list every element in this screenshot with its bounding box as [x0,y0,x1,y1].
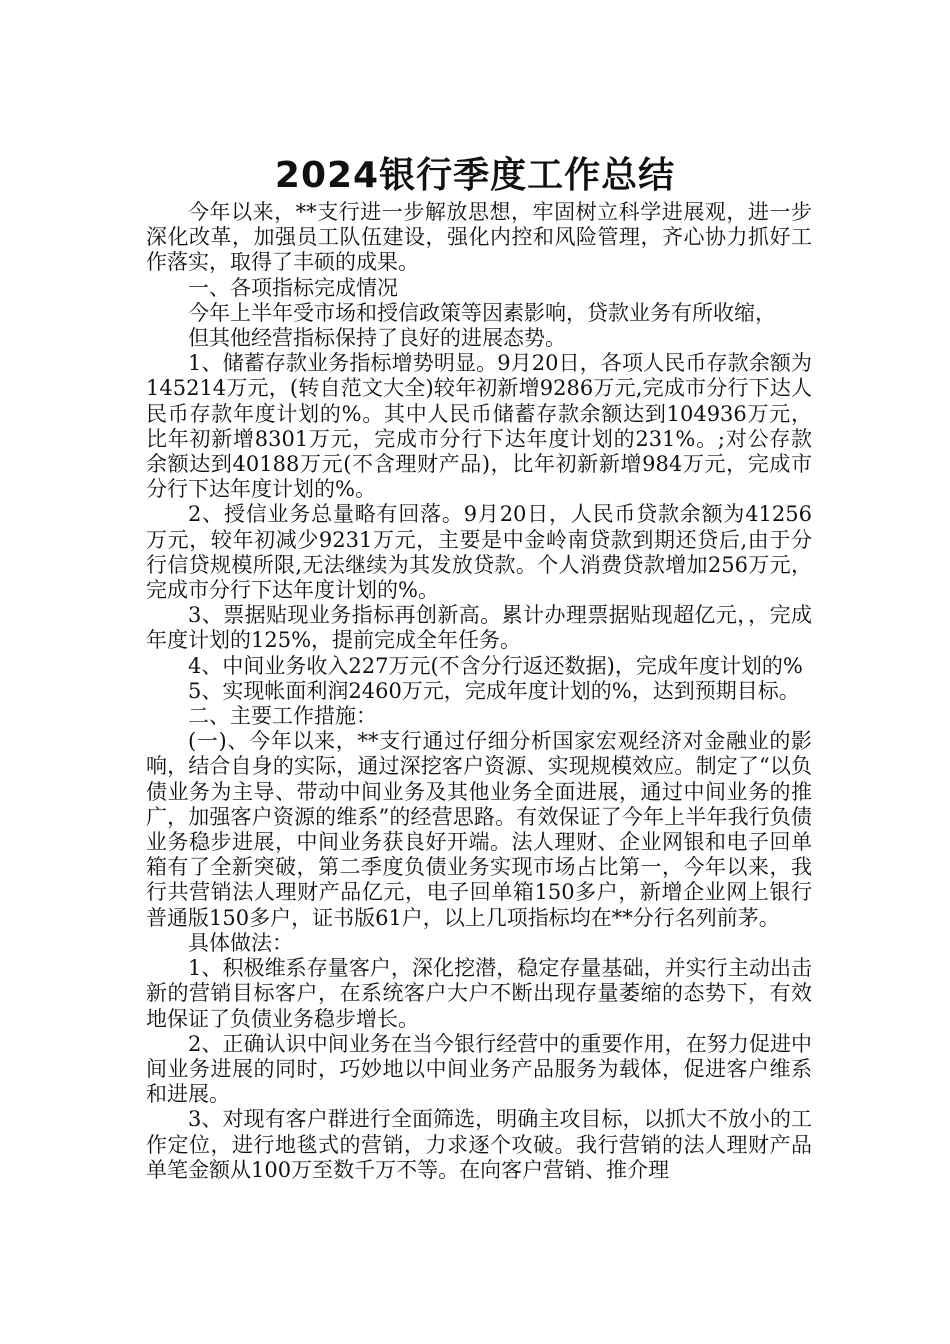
paragraph-market-line-1: 今年上半年受市场和授信政策等因素影响，贷款业务有所收缩， [188,300,776,325]
paragraph-intermediate-income: 4、中间业务收入227万元(不含分行返还数据)，完成年度计划的% [188,653,803,678]
paragraph-specific-practices: 具体做法： [188,930,293,955]
paragraph-credit-business: 2、授信业务总量略有回落。9月20日，人民币贷款余额为41256万元，较年初减少9231万元，主要是中金岭南贷款到期还贷后,由于分行信贷规模所限,无法继续为其发放贷款。个人消费贷款增加256万元，完成市分行下达年度计划的%。 [146,502,812,603]
paragraph-practice-3: 3、对现有客户群进行全面筛选，明确主攻目标，以抓大不放小的工作定位，进行地毯式的营销，力求逐个攻破。我行营销的法人理财产品单笔金额从100万至数千万不等。在向客户营销、推介理 [146,1107,812,1182]
paragraph-bill-discount: 3、票据贴现业务指标再创新高。累计办理票据贴现超亿元，，完成年度计划的125%，提前完成全年任务。 [146,603,812,653]
paragraph-market-line-2: 但其他经营指标保持了良好的进展态势。 [188,326,566,351]
paragraph-savings-deposits: 1、储蓄存款业务指标增势明显。9月20日，各项人民币存款余额为145214万元，(转自范文大全)较年初新增9286万元,完成市分行下达人民币存款年度计划的%。其中人民币储蓄存款余额达到104936万元，比年初新增8301万元，完成市分行下达年度计划的231%。;对公存款余额达到40188万元(不含理财产品)，比年初新新增984万元，完成市分行下达年度计划的%。 [146,351,812,502]
paragraph-profit: 5、实现帐面利润2460万元，完成年度计划的%，达到预期目标。 [188,678,800,703]
document-title: 2024银行季度工作总结 [274,155,676,197]
section-heading-measures: 二、主要工作措施： [188,704,377,729]
document-body [146,200,812,1183]
paragraph-measures-overview: (一)、今年以来，**支行通过仔细分析国家宏观经济对金融业的影响，结合自身的实际，通过深挖客户资源、实现规模效应。制定了“以负债业务为主导、带动中间业务及其他业务全面进展，通过中间业务的推广，加强客户资源的维系”的经营思路。有效保证了今年上半年我行负债业务稳步进展，中间业务获良好开端。法人理财、企业网银和电子回单箱有了全新突破，第二季度负债业务实现市场占比第一，今年以来，我行共营销法人理财产品亿元，电子回单箱150多户，新增企业网上银行普通版150多户，证书版61户，以上几项指标均在**分行名列前茅。 [146,729,812,930]
paragraph-intro: 今年以来，**支行进一步解放思想，牢固树立科学进展观，进一步深化改革，加强员工队伍建设，强化内控和风险管理，齐心协力抓好工作落实，取得了丰硕的成果。 [146,200,812,275]
section-heading-indicators: 一、各项指标完成情况 [188,275,398,300]
paragraph-practice-1: 1、积极维系存量客户，深化挖潜，稳定存量基础，并实行主动出击新的营销目标客户，在系统客户大户不断出现存量萎缩的态势下，有效地保证了负债业务稳步增长。 [146,956,812,1031]
paragraph-practice-2: 2、正确认识中间业务在当今银行经营中的重要作用，在努力促进中间业务进展的同时，巧妙地以中间业务产品服务为载体，促进客户维系和进展。 [146,1031,812,1107]
